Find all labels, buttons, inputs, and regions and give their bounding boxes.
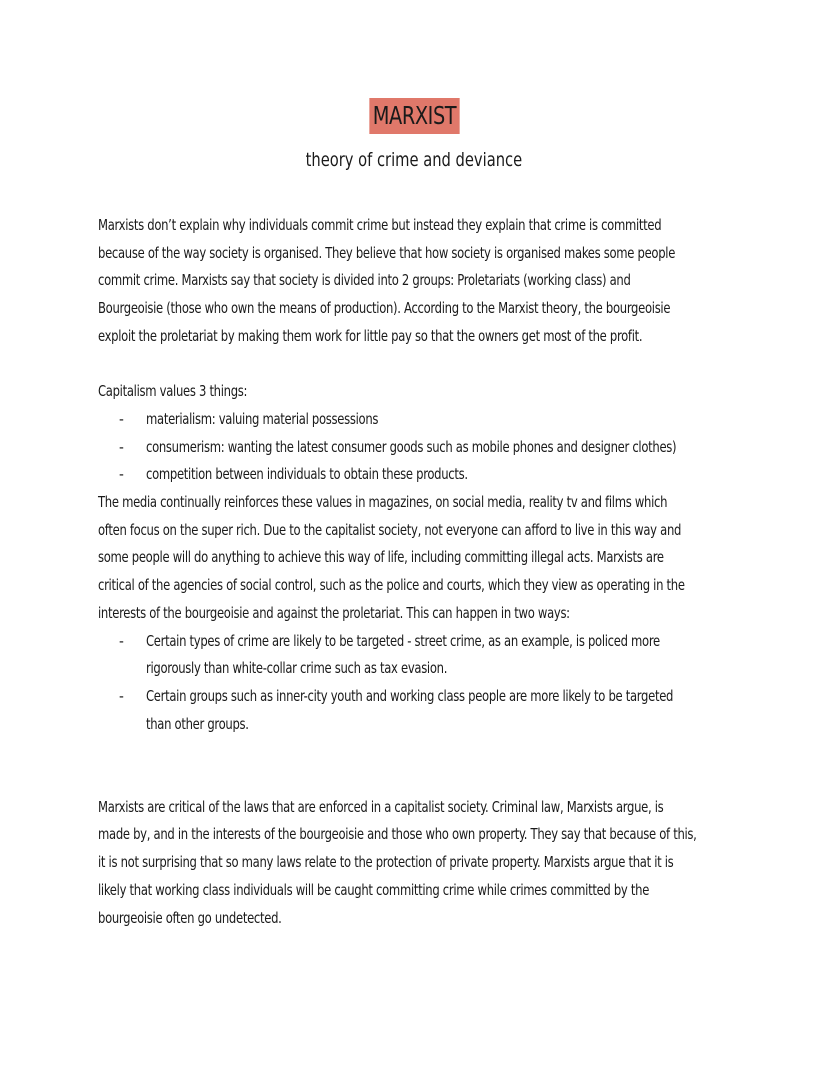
list-item (98, 628, 778, 683)
capitalism-intro (98, 378, 778, 406)
laws-paragraph (98, 794, 778, 933)
list-item-text: competition between individuals to obtain these products. (146, 465, 468, 484)
subtitle-container (0, 146, 828, 174)
text-line: Marxists don’t explain why individuals commit crime but instead they explain that crime is committed (98, 216, 662, 234)
dash-bullet: - (119, 631, 124, 650)
text-line: commit crime. Marxists say that society is divided into 2 groups: Proletariats (working class) and (98, 271, 631, 290)
list-item-text: Certain groups such as inner-city youth and working class people are more likely to be targeted (146, 686, 674, 705)
title-container (0, 98, 828, 134)
text-line: exploit the proletariat by making them work for little pay so that the owners get most of the profit. (98, 326, 643, 345)
dash-bullet: - (119, 686, 124, 705)
text-line: because of the way society is organised. They believe that how society is organised makes some people (98, 243, 676, 262)
text-line: interests of the bourgeoisie and against the proletariat. This can happen in two ways: (98, 603, 570, 622)
list-item (98, 406, 778, 434)
list-item (98, 434, 778, 462)
paragraph-spacer (98, 738, 778, 793)
text-line: made by, and in the interests of the bourgeoisie and those who own property. They say that because of this, (98, 825, 697, 844)
text-line: likely that working class individuals will be caught committing crime while crimes committed by the (98, 880, 650, 899)
text-line: The media continually reinforces these values in magazines, on social media, reality tv and films which (98, 493, 668, 512)
list-item-text: Certain types of crime are likely to be targeted - street crime, as an example, is policed more (146, 631, 660, 650)
list-item-text: consumerism: wanting the latest consumer goods such as mobile phones and designer clothes) (146, 437, 677, 456)
text-line: it is not surprising that so many laws relate to the protection of private property. Marxists argue that it is (98, 853, 674, 872)
document-subtitle: theory of crime and deviance (305, 149, 523, 171)
text-line: Capitalism values 3 things: (98, 382, 248, 401)
text-line: Marxists are critical of the laws that are enforced in a capitalist society. Criminal law, Marxists argue, is (98, 797, 664, 816)
text-line: some people will do anything to achieve this way of life, including committing illegal acts. Marxists are (98, 548, 664, 567)
text-line: Bourgeoisie (those who own the means of production). According to the Marxist theory, the bourgeoisie (98, 299, 671, 318)
text-line: bourgeoisie often go undetected. (98, 908, 282, 927)
list-item-text: materialism: valuing material possessions (146, 409, 379, 428)
media-paragraph (98, 489, 778, 628)
list-item (98, 683, 778, 738)
dash-bullet: - (119, 465, 124, 484)
text-line: often focus on the super rich. Due to the capitalist society, not everyone can afford to live in this way and (98, 520, 682, 539)
document-body (98, 212, 778, 932)
document-title: MARXIST (369, 98, 459, 134)
text-line: critical of the agencies of social control, such as the police and courts, which they view as operating in the (98, 576, 685, 595)
targeting-ways-list (98, 628, 778, 739)
intro-paragraph (98, 212, 778, 351)
dash-bullet: - (119, 409, 124, 428)
capitalism-values-list (98, 406, 778, 489)
list-item-text: than other groups. (146, 714, 249, 733)
list-item-text: rigorously than white-collar crime such as tax evasion. (146, 659, 448, 678)
list-item (98, 461, 778, 489)
paragraph-spacer (98, 351, 778, 379)
dash-bullet: - (119, 437, 124, 456)
